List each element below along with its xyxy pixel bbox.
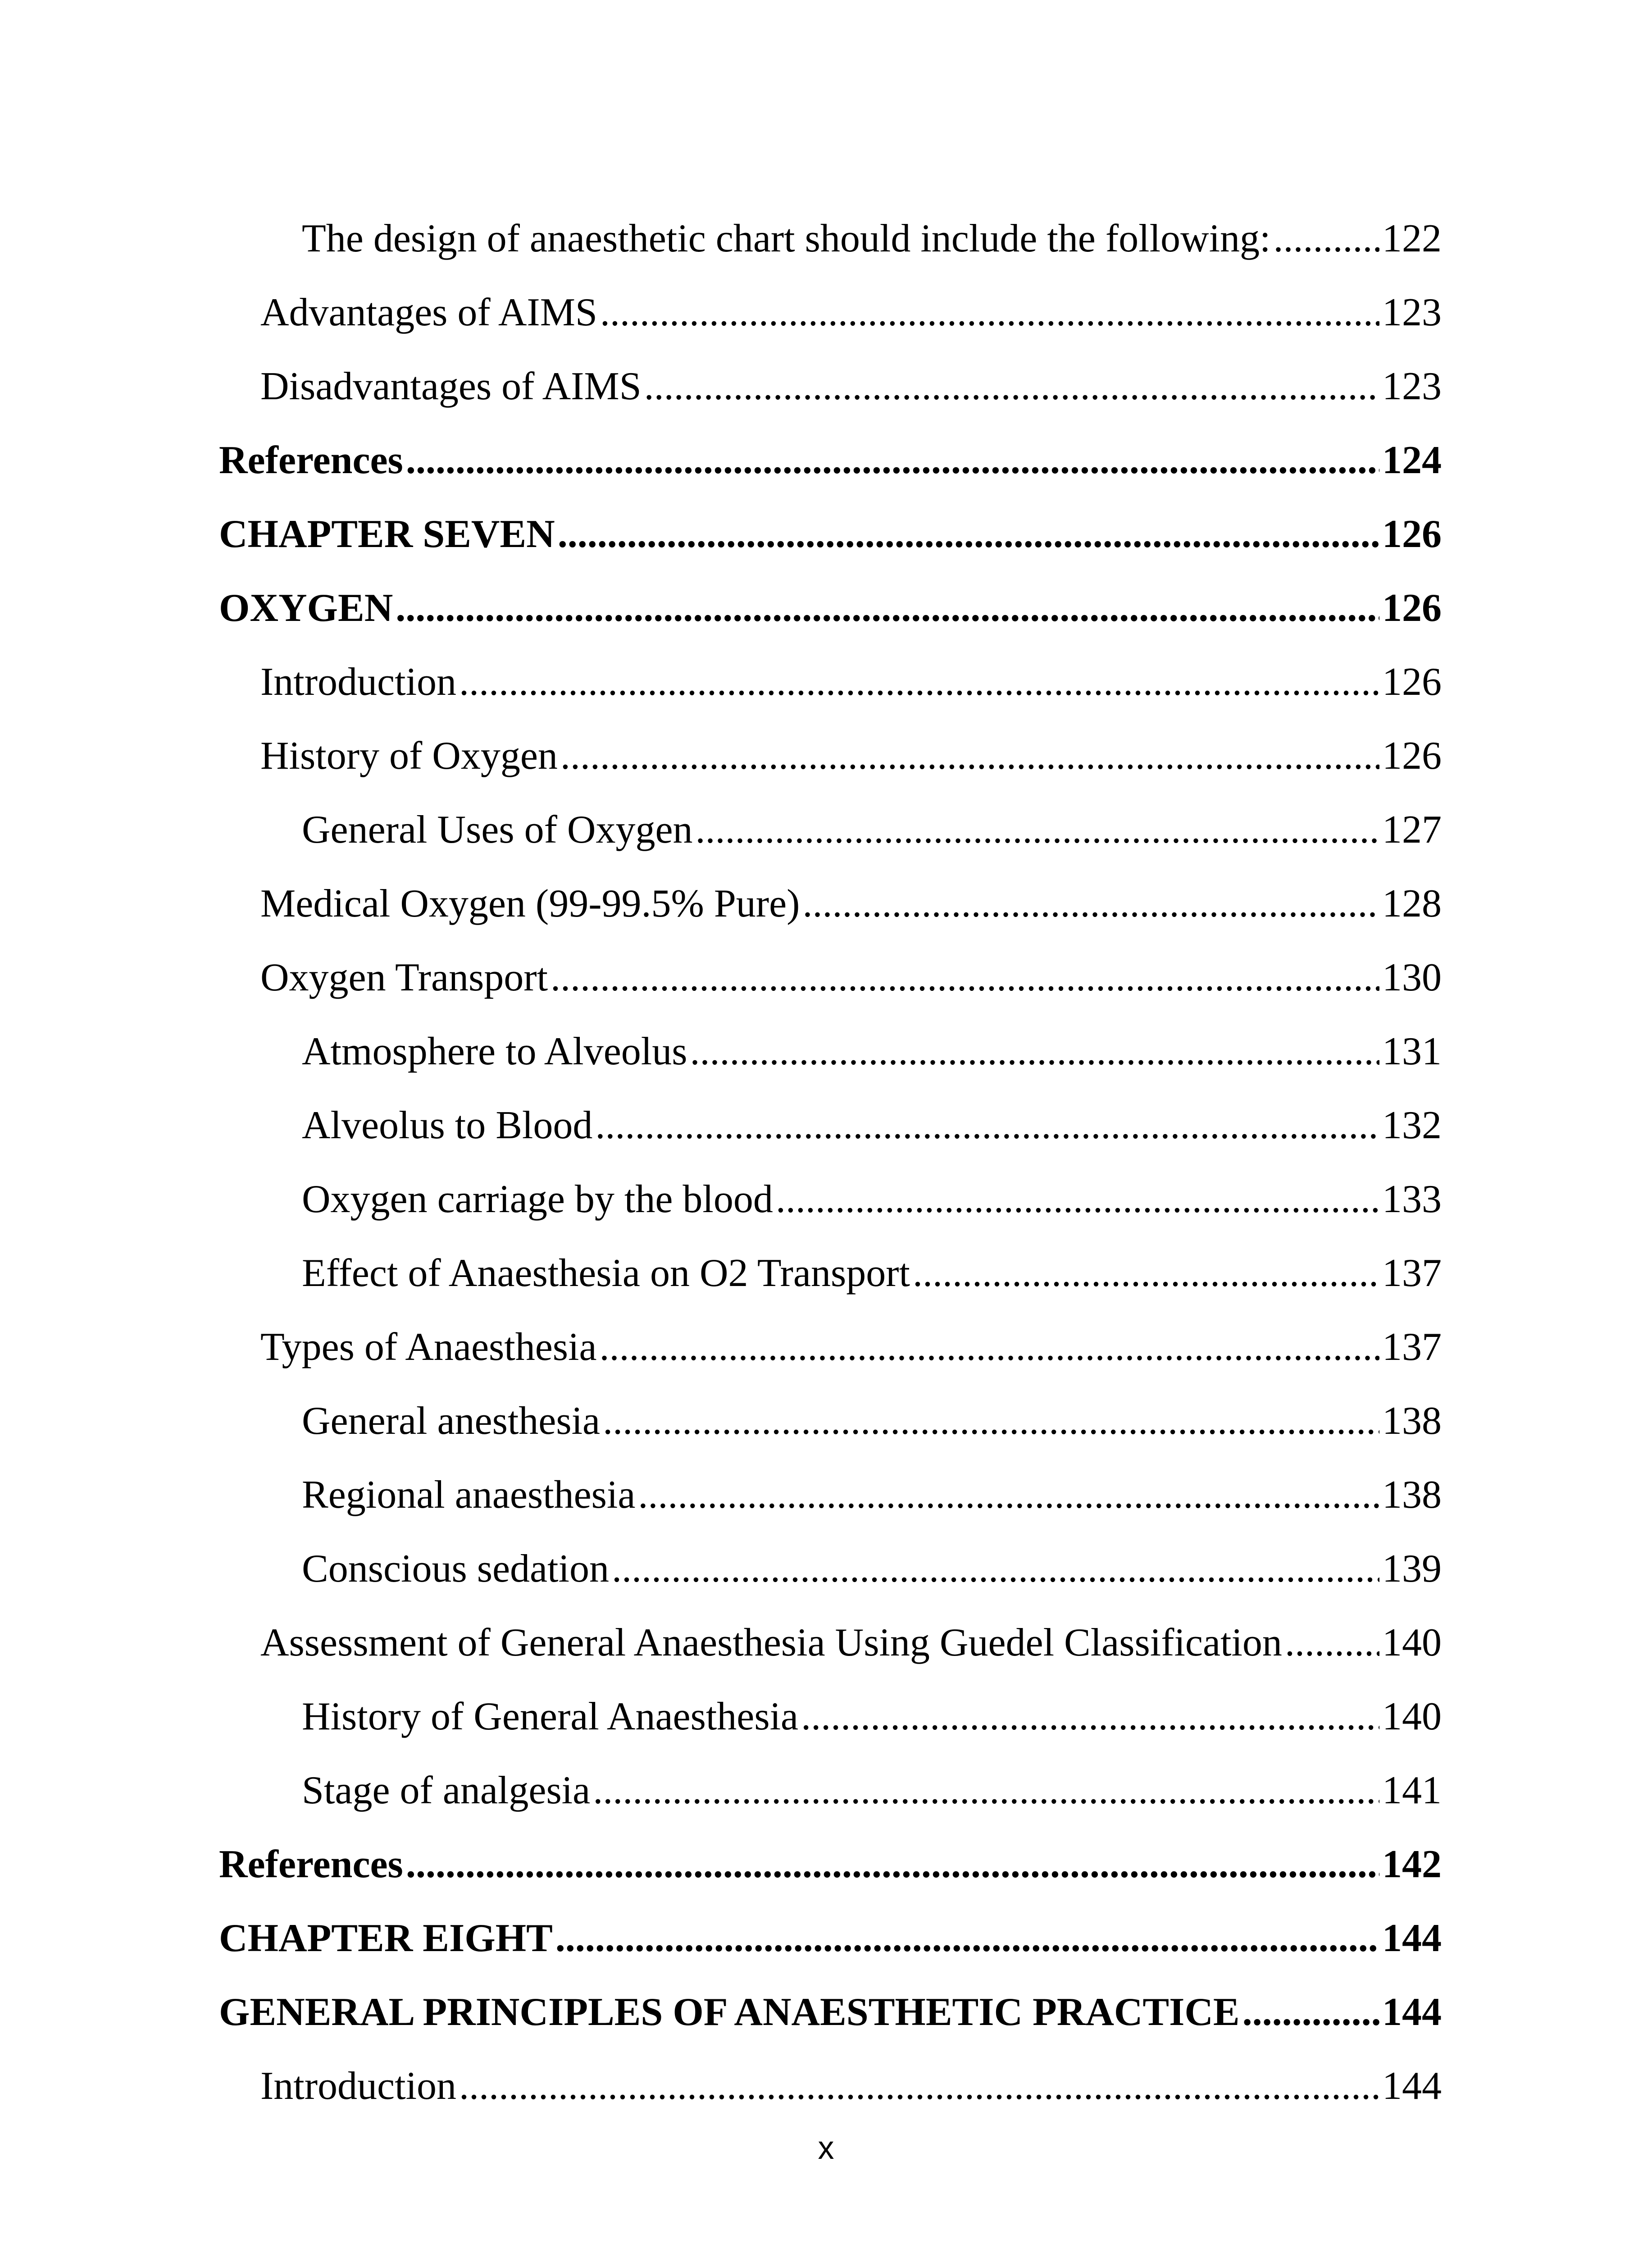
dot-leader (801, 1680, 1379, 1754)
toc-entry[interactable] (219, 1015, 1442, 1089)
toc-entry-title: Effect of Anaesthesia on O2 Transport (302, 1251, 910, 1295)
toc-entry-title: History of General Anaesthesia (302, 1695, 799, 1738)
toc-entry-title: Stage of analgesia (302, 1769, 591, 1812)
toc-entry[interactable] (219, 571, 1442, 645)
dot-leader (555, 1902, 1379, 1975)
toc-entry-title: History of Oxygen (260, 734, 558, 778)
toc-entry-page-number: 130 (1382, 956, 1442, 999)
toc-entry-page-number: 133 (1382, 1177, 1442, 1221)
toc-entry-title: Oxygen carriage by the blood (302, 1177, 773, 1221)
toc-entry-title: Advantages of AIMS (260, 291, 597, 334)
toc-entry-page-number: 124 (1382, 438, 1442, 482)
toc-entry-page-number: 137 (1382, 1325, 1442, 1369)
toc-entry-title: Medical Oxygen (99-99.5% Pure) (260, 882, 800, 926)
toc-entry-page-number: 123 (1382, 291, 1442, 334)
dot-leader (593, 1754, 1379, 1828)
toc-entry[interactable] (219, 497, 1442, 571)
toc-entry[interactable] (219, 1458, 1442, 1532)
dot-leader (690, 1015, 1379, 1089)
dot-leader (595, 1089, 1379, 1163)
toc-entry-title: Atmosphere to Alveolus (302, 1030, 687, 1073)
toc-entry-page-number: 144 (1382, 1916, 1442, 1960)
toc-entry-page-number: 144 (1382, 1990, 1442, 2034)
dot-leader (459, 645, 1379, 719)
page-number: x (818, 2130, 834, 2166)
toc-entry[interactable] (219, 867, 1442, 941)
toc-entry-title: Regional anaesthesia (302, 1473, 636, 1517)
toc-entry[interactable] (219, 1680, 1442, 1754)
toc-entry-title: GENERAL PRINCIPLES OF ANAESTHETIC PRACTICE (219, 1990, 1240, 2034)
toc-entry[interactable] (219, 645, 1442, 719)
toc-entry-page-number: 123 (1382, 365, 1442, 408)
toc-entry-title: Assessment of General Anaesthesia Using Guedel Classification (260, 1621, 1282, 1665)
dot-leader (1274, 202, 1380, 276)
toc-entry-title: Introduction (260, 660, 457, 704)
toc-entry[interactable] (219, 1902, 1442, 1975)
dot-leader (600, 276, 1379, 350)
toc-entry-page-number: 126 (1382, 512, 1442, 556)
dot-leader (560, 719, 1379, 793)
toc-entry-title: General Uses of Oxygen (302, 808, 693, 852)
toc-entry-title: References (219, 1843, 403, 1886)
dot-leader (558, 497, 1379, 571)
dot-leader (913, 1236, 1379, 1310)
toc-entry-page-number: 140 (1382, 1695, 1442, 1738)
toc-entry[interactable] (219, 424, 1442, 497)
toc-entry-title: CHAPTER SEVEN (219, 512, 555, 556)
toc-entry[interactable] (219, 1089, 1442, 1163)
toc-entry[interactable] (219, 1606, 1442, 1680)
dot-leader (459, 2049, 1379, 2123)
toc-entry[interactable] (219, 719, 1442, 793)
toc-entry-title: Oxygen Transport (260, 956, 548, 999)
toc-entry[interactable] (219, 1163, 1442, 1236)
toc-entry-page-number: 126 (1382, 660, 1442, 704)
dot-leader (802, 867, 1379, 941)
toc-entry-page-number: 140 (1382, 1621, 1442, 1665)
toc-entry-page-number: 128 (1382, 882, 1442, 926)
toc-entry[interactable] (219, 1975, 1442, 2049)
toc-entry-title: Alveolus to Blood (302, 1104, 593, 1147)
toc-entry[interactable] (219, 1828, 1442, 1902)
toc-entry[interactable] (219, 202, 1442, 276)
dot-leader (406, 424, 1379, 497)
toc-entry-page-number: 138 (1382, 1473, 1442, 1517)
toc-entry-title: Conscious sedation (302, 1547, 609, 1591)
dot-leader (406, 1828, 1379, 1902)
table-of-contents (219, 202, 1442, 2123)
toc-entry-title: The design of anaesthetic chart should include the following: (302, 217, 1271, 260)
toc-entry-page-number: 132 (1382, 1104, 1442, 1147)
dot-leader (612, 1532, 1379, 1606)
toc-entry-page-number: 137 (1382, 1251, 1442, 1295)
toc-entry-title: OXYGEN (219, 586, 393, 630)
toc-entry[interactable] (219, 1532, 1442, 1606)
toc-entry[interactable] (219, 1310, 1442, 1384)
toc-entry-page-number: 141 (1382, 1769, 1442, 1812)
toc-entry-title: References (219, 438, 403, 482)
toc-entry[interactable] (219, 276, 1442, 350)
dot-leader (644, 350, 1379, 424)
dot-leader (396, 571, 1379, 645)
toc-entry-page-number: 126 (1382, 586, 1442, 630)
toc-entry-title: General anesthesia (302, 1399, 601, 1443)
toc-entry-title: Types of Anaesthesia (260, 1325, 597, 1369)
toc-entry-page-number: 131 (1382, 1030, 1442, 1073)
toc-entry[interactable] (219, 2049, 1442, 2123)
dot-leader (603, 1384, 1379, 1458)
toc-entry[interactable] (219, 1754, 1442, 1828)
toc-entry-title: Disadvantages of AIMS (260, 365, 642, 408)
toc-entry[interactable] (219, 1384, 1442, 1458)
toc-entry-page-number: 122 (1382, 217, 1442, 260)
dot-leader (1285, 1606, 1379, 1680)
toc-entry-page-number: 127 (1382, 808, 1442, 852)
toc-entry-title: Introduction (260, 2064, 457, 2108)
toc-entry[interactable] (219, 350, 1442, 424)
toc-entry[interactable] (219, 793, 1442, 867)
dot-leader (600, 1310, 1379, 1384)
toc-entry-page-number: 144 (1382, 2064, 1442, 2108)
toc-entry-title: CHAPTER EIGHT (219, 1916, 553, 1960)
toc-entry-page-number: 138 (1382, 1399, 1442, 1443)
toc-entry-page-number: 139 (1382, 1547, 1442, 1591)
dot-leader (776, 1163, 1379, 1236)
toc-entry-page-number: 126 (1382, 734, 1442, 778)
toc-entry[interactable] (219, 941, 1442, 1015)
dot-leader (551, 941, 1379, 1015)
dot-leader (638, 1458, 1379, 1532)
toc-entry[interactable] (219, 1236, 1442, 1310)
toc-entry-page-number: 142 (1382, 1843, 1442, 1886)
dot-leader (696, 793, 1380, 867)
dot-leader (1242, 1975, 1379, 2049)
